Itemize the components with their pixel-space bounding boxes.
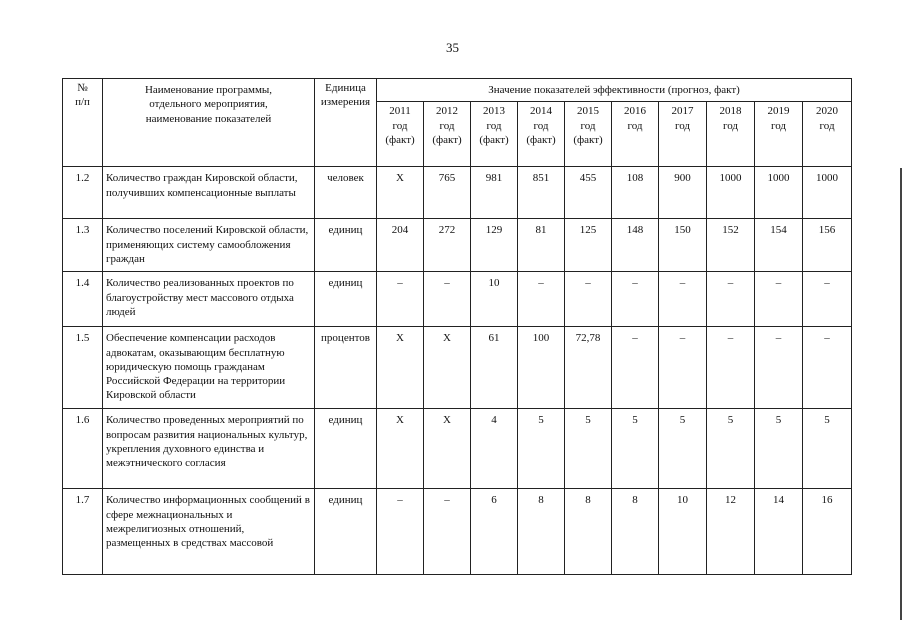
- table-row: [63, 219, 852, 272]
- year-header-2018: [707, 102, 755, 167]
- value-cell-2011: Х: [377, 167, 424, 219]
- year-header-2012: [424, 102, 471, 167]
- unit-column-header: Единица измерения: [315, 79, 377, 167]
- name-column-header: Наименование программы, отдельного мероприятия, наименование показателей: [103, 79, 315, 167]
- unit-cell: единиц: [315, 489, 377, 575]
- value-cell-2015: –: [565, 272, 612, 327]
- value-cell-2015: 125: [565, 219, 612, 272]
- value-cell-2013: 981: [471, 167, 518, 219]
- value-cell-2013: 4: [471, 409, 518, 489]
- year-header-l3: (факт): [432, 133, 462, 146]
- table-row: [63, 272, 852, 327]
- value-cell-2015: 8: [565, 489, 612, 575]
- value-cell-2017: –: [659, 272, 707, 327]
- year-header-l2: год: [722, 119, 739, 132]
- value-cell-2020: –: [803, 327, 852, 409]
- year-header-l3: (факт): [385, 133, 415, 146]
- table-row: [63, 167, 852, 219]
- value-cell-2018: 12: [707, 489, 755, 575]
- page-edge-mark: [900, 168, 902, 620]
- value-cell-2012: –: [424, 489, 471, 575]
- year-header-l3: (факт): [526, 133, 556, 146]
- year-header-year: 2018: [719, 105, 742, 118]
- value-cell-2013: 10: [471, 272, 518, 327]
- indicator-name: Обеспечение компенсации расходов адвокатам, оказывающим бесплатную юридическую помощь гражданам Российской Федерации на территории Кировской области: [103, 327, 315, 409]
- indicator-name: Количество граждан Кировской области, получивших компенсационные выплаты: [103, 167, 315, 219]
- year-header-l2: год: [819, 119, 835, 132]
- value-cell-2016: 8: [612, 489, 659, 575]
- value-cell-2018: 5: [707, 409, 755, 489]
- unit-cell: единиц: [315, 409, 377, 489]
- value-cell-2018: 1000: [707, 167, 755, 219]
- year-header-year: 2011: [389, 105, 411, 118]
- value-cell-2016: 148: [612, 219, 659, 272]
- value-cell-2014: –: [518, 272, 565, 327]
- num-column-header: № п/п: [63, 79, 103, 167]
- indicator-name: Количество информационных сообщений в сфере межнациональных и межрелигиозных отношений, размещенных в средствах массовой: [103, 489, 315, 575]
- year-header-l3: (факт): [479, 133, 509, 146]
- year-header-2011: [377, 102, 424, 167]
- value-cell-2019: –: [755, 327, 803, 409]
- year-header-year: 2020: [816, 105, 839, 118]
- row-number: 1.3: [63, 219, 103, 272]
- row-number: 1.7: [63, 489, 103, 575]
- value-cell-2013: 129: [471, 219, 518, 272]
- value-cell-2020: 16: [803, 489, 852, 575]
- year-header-2014: [518, 102, 565, 167]
- header-row-1: [63, 79, 852, 102]
- value-cell-2019: –: [755, 272, 803, 327]
- value-cell-2019: 5: [755, 409, 803, 489]
- value-cell-2019: 1000: [755, 167, 803, 219]
- value-cell-2017: 5: [659, 409, 707, 489]
- row-number: 1.5: [63, 327, 103, 409]
- value-cell-2016: 5: [612, 409, 659, 489]
- year-header-year: 2016: [624, 105, 646, 118]
- unit-cell: единиц: [315, 272, 377, 327]
- value-cell-2019: 14: [755, 489, 803, 575]
- value-cell-2014: 8: [518, 489, 565, 575]
- row-number: 1.4: [63, 272, 103, 327]
- year-header-year: 2019: [767, 105, 790, 118]
- value-cell-2014: 5: [518, 409, 565, 489]
- value-cell-2015: 5: [565, 409, 612, 489]
- value-cell-2018: 152: [707, 219, 755, 272]
- value-cell-2019: 154: [755, 219, 803, 272]
- year-header-2017: [659, 102, 707, 167]
- year-header-year: 2012: [436, 105, 458, 118]
- value-cell-2018: –: [707, 272, 755, 327]
- indicators-table: [62, 78, 852, 575]
- value-cell-2013: 6: [471, 489, 518, 575]
- value-cell-2020: 5: [803, 409, 852, 489]
- value-cell-2017: –: [659, 327, 707, 409]
- value-cell-2012: Х: [424, 409, 471, 489]
- value-cell-2014: 100: [518, 327, 565, 409]
- value-cell-2012: Х: [424, 327, 471, 409]
- value-cell-2016: 108: [612, 167, 659, 219]
- value-cell-2015: 72,78: [565, 327, 612, 409]
- value-cell-2011: –: [377, 489, 424, 575]
- unit-cell: человек: [315, 167, 377, 219]
- year-header-l3: (факт): [573, 133, 603, 146]
- value-cell-2014: 851: [518, 167, 565, 219]
- year-header-l2: год: [533, 119, 549, 132]
- value-cell-2020: –: [803, 272, 852, 327]
- value-cell-2015: 455: [565, 167, 612, 219]
- indicator-name: Количество проведенных мероприятий по вопросам развития национальных культур, укрепления духовного единства и межэтнического согласия: [103, 409, 315, 489]
- year-header-l2: год: [674, 119, 691, 132]
- indicator-name: Количество реализованных проектов по благоустройству мест массового отдыха людей: [103, 272, 315, 327]
- value-cell-2011: 204: [377, 219, 424, 272]
- value-cell-2018: –: [707, 327, 755, 409]
- value-cell-2012: 272: [424, 219, 471, 272]
- year-header-2019: [755, 102, 803, 167]
- year-header-year: 2014: [530, 105, 552, 118]
- year-header-l2: год: [627, 119, 643, 132]
- row-number: 1.2: [63, 167, 103, 219]
- value-cell-2017: 150: [659, 219, 707, 272]
- row-number: 1.6: [63, 409, 103, 489]
- value-cell-2017: 10: [659, 489, 707, 575]
- value-cell-2012: –: [424, 272, 471, 327]
- value-cell-2016: –: [612, 327, 659, 409]
- value-cell-2013: 61: [471, 327, 518, 409]
- year-header-l2: год: [439, 119, 455, 132]
- year-header-2020: [803, 102, 852, 167]
- value-cell-2020: 1000: [803, 167, 852, 219]
- table-row: [63, 409, 852, 489]
- value-cell-2011: Х: [377, 327, 424, 409]
- year-header-l2: год: [580, 119, 596, 132]
- year-header-2016: [612, 102, 659, 167]
- year-header-2015: [565, 102, 612, 167]
- value-cell-2017: 900: [659, 167, 707, 219]
- page-number: 35: [446, 40, 459, 55]
- table-row: [63, 327, 852, 409]
- unit-cell: процентов: [315, 327, 377, 409]
- value-cell-2012: 765: [424, 167, 471, 219]
- unit-cell: единиц: [315, 219, 377, 272]
- table-row: [63, 489, 852, 575]
- year-header-year: 2013: [483, 105, 505, 118]
- year-header-l2: год: [392, 119, 408, 132]
- year-header-l2: год: [486, 119, 502, 132]
- value-cell-2016: –: [612, 272, 659, 327]
- value-cell-2020: 156: [803, 219, 852, 272]
- value-cell-2014: 81: [518, 219, 565, 272]
- values-group-header: Значение показателей эффективности (прогноз, факт): [377, 79, 852, 102]
- year-header-year: 2015: [577, 105, 599, 118]
- indicator-name: Количество поселений Кировской области, применяющих систему самообложения граждан: [103, 219, 315, 272]
- value-cell-2011: –: [377, 272, 424, 327]
- year-header-l2: год: [770, 119, 787, 132]
- year-header-year: 2017: [671, 105, 694, 118]
- value-cell-2011: Х: [377, 409, 424, 489]
- year-header-2013: [471, 102, 518, 167]
